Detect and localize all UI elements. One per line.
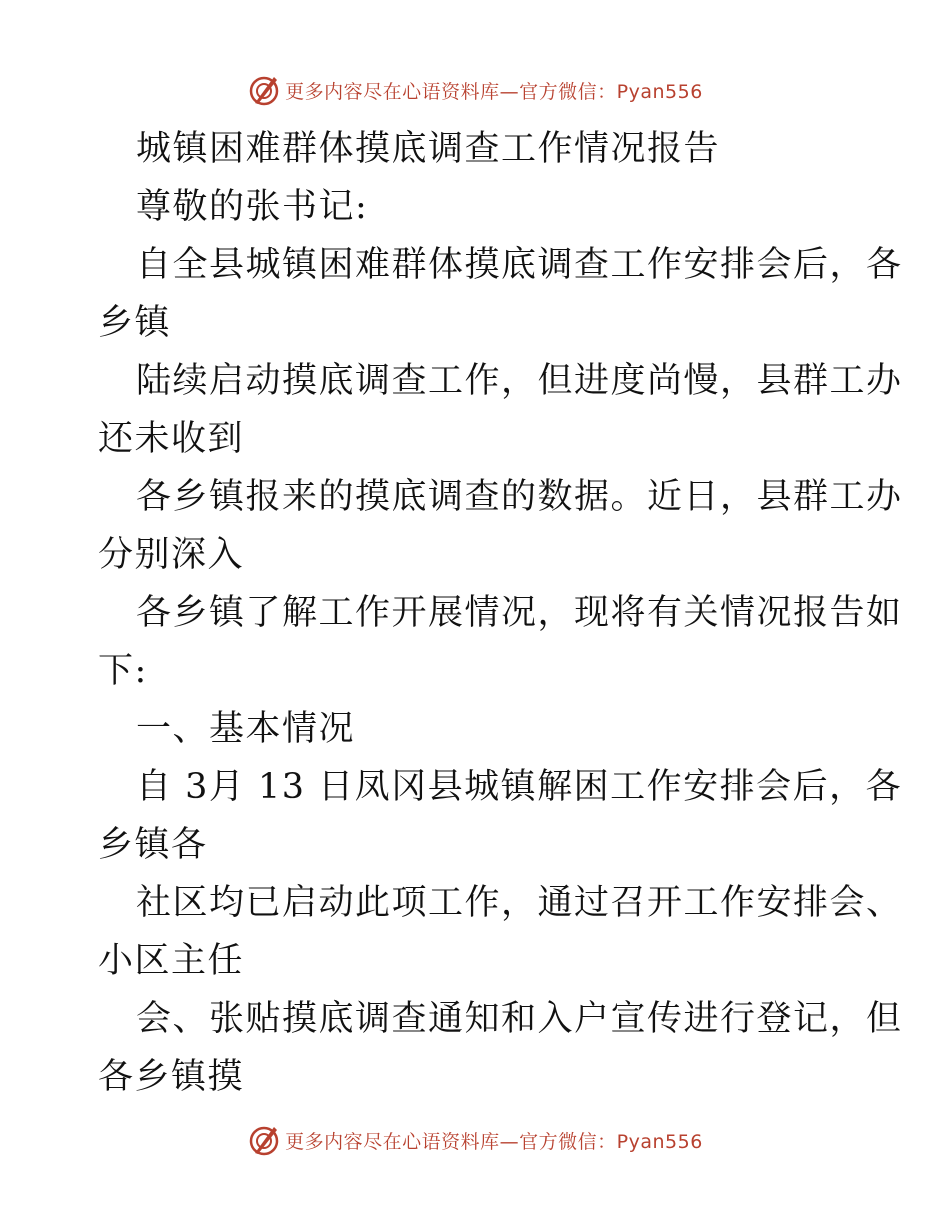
doc-salutation: 尊敬的张书记: [136, 187, 369, 227]
doc-line: 还未收到 [98, 419, 245, 459]
doc-line: 各乡镇了解工作开展情况，现将有关情况报告如 [136, 593, 903, 633]
doc-line: 陆续启动摸底调查工作，但进度尚慢，县群工办 [136, 361, 903, 401]
doc-line: 自 3月 13 日凤冈县城镇解困工作安排会后，各 [136, 767, 903, 807]
quill-logo-icon [247, 73, 281, 107]
doc-line: 社区均已启动此项工作，通过召开工作安排会、 [136, 883, 903, 923]
doc-line: 分别深入 [98, 535, 245, 575]
doc-line: 小区主任 [98, 941, 245, 981]
doc-line: 会、张贴摸底调查通知和入户宣传进行登记，但 [136, 999, 903, 1039]
doc-line: 乡镇 [98, 303, 172, 343]
header-watermark-text: 更多内容尽在心语资料库—官方微信：Pyan556 [285, 80, 703, 103]
footer-watermark-text: 更多内容尽在心语资料库—官方微信：Pyan556 [285, 1130, 703, 1153]
doc-line: 各乡镇报来的摸底调查的数据。近日，县群工办 [136, 477, 903, 517]
doc-line: 乡镇各 [98, 825, 208, 865]
doc-line: 下: [98, 651, 148, 691]
document-body [98, 120, 903, 1106]
header-watermark [0, 70, 950, 110]
doc-line: 各乡镇摸 [98, 1057, 245, 1097]
doc-title: 城镇困难群体摸底调查工作情况报告 [136, 129, 721, 169]
doc-line: 自全县城镇困难群体摸底调查工作安排会后，各 [136, 245, 903, 285]
footer-watermark [0, 1120, 950, 1160]
quill-logo-icon [247, 1123, 281, 1157]
section-heading: 一、基本情况 [136, 709, 356, 749]
